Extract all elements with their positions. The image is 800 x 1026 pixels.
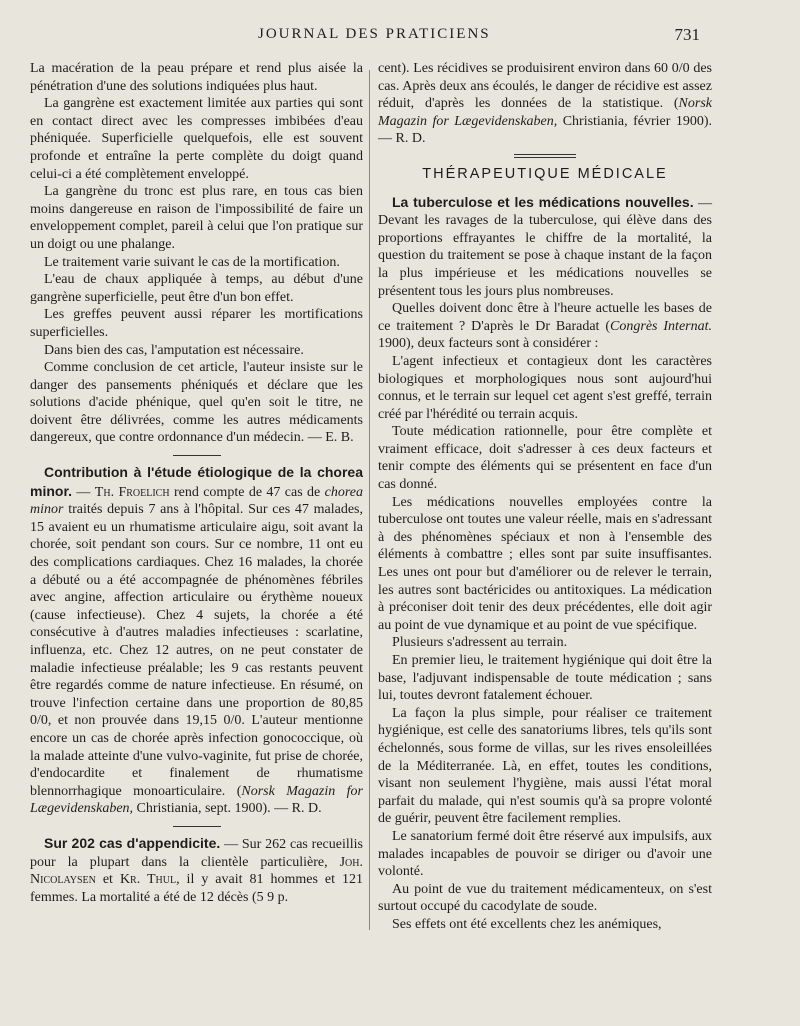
paragraph: Au point de vue du traitement médicamenteux, on s'est surtout occupé du cacodylate de soude. <box>378 881 712 915</box>
paragraph: Comme conclusion de cet article, l'auteur insiste sur le danger des pansements phéniqués et déclare que les solutions d'acide phénique, quel qu'en soit le titre, ne doivent être délivrées, comme les autres médicaments dangereux, que contre ordonnance d'un médecin. — E. B. <box>30 360 363 446</box>
article-text: Christiania, sept. 1900). — R. D. <box>133 801 322 817</box>
article-text: Christiania, février 1900). — R. D. <box>378 113 712 147</box>
page-number: 731 <box>674 25 700 44</box>
paragraph: Plusieurs s'adressent au terrain. <box>392 635 568 651</box>
continuation-paragraph <box>378 60 712 148</box>
article-text: rend compte de 47 cas de <box>169 484 325 500</box>
article-tuberculose <box>378 194 712 301</box>
article-text: — Sur 262 cas recueillis pour la plupart dans la clientèle particulière, <box>30 836 363 870</box>
left-column <box>30 60 363 1026</box>
paragraph: La gangrène du tronc est plus rare, en tous cas bien moins dangereuse en raison de l'impossibilité de faire un enveloppement complet, pareil à celui que l'on pratique sur un doigt ou une phalange. <box>30 184 363 252</box>
article-appendicite <box>30 835 363 906</box>
article-headline: Sur 202 cas d'appendicite. <box>44 834 221 851</box>
article-text: , il y avait 81 hommes et 121 femmes. La mortalité a été de 12 décès (5 9 p. <box>30 872 363 905</box>
paragraph: Le sanatorium fermé doit être réservé aux impulsifs, aux malades incapables de pouvoir se diriger ou d'avoir une volonté. <box>378 828 712 880</box>
column-divider <box>369 70 370 930</box>
paragraph: La macération de la peau prépare et rend plus aisée la pénétration d'une des solutions indiquées plus haut. <box>30 61 363 94</box>
article-headline: La tuberculose et les médications nouvelles. <box>392 193 694 210</box>
paragraph: La façon la plus simple, pour réaliser ce traitement hygiénique, est celle des sanatoriums libres, tels qu'ils sont échelonnés, sous forme de villas, sur les rives ensoleillées de la Méditerranée. Là, en effet, toutes les conditions, visant non seulement l'hygiène, mais aussi l'état moral parfait du malade, qui n'est soumis qu'à sa propre volonté de guérir, peuvent être facilement remplies. <box>378 705 712 827</box>
author-name: Th. Froelich <box>94 484 170 500</box>
paragraph: Ses effets ont été excellents chez les anémiques, <box>392 916 662 932</box>
running-head <box>0 26 800 48</box>
article-text: 1900), deux facteurs sont à considérer : <box>378 336 599 352</box>
source-title: Norsk Magazin for Lægevidenskaben, <box>378 96 712 129</box>
article-text: Quelles doivent donc être à l'heure actuelle les bases de ce traitement ? D'après le Dr Baradat ( <box>378 301 712 334</box>
author-name: Joh. Nicolaysen <box>30 854 363 888</box>
separator-rule <box>173 455 221 456</box>
paragraph: Toute médication rationnelle, pour être complète et vraiment efficace, doit s'adresser à ces deux facteurs et tenir compte des éléments qui se présentent en face d'un cas donné. <box>378 424 712 493</box>
right-column <box>378 60 712 1026</box>
paragraph: Dans bien des cas, l'amputation est nécessaire. <box>44 342 304 358</box>
paragraph: En premier lieu, le traitement hygiénique qui doit être la base, l'adjuvant indispensable de toute médication ; sans lui, toutes devront fatalement échouer. <box>378 653 712 704</box>
italic-term: chorea minor <box>30 484 364 518</box>
section-title: THÉRAPEUTIQUE MÉDICALE <box>422 165 668 182</box>
article-text: traités depuis 7 ans à l'hôpital. Sur ces 47 malades, 15 avaient eu un rhumatisme articulaire aigu, soit avant la chorée, soit pendant son cours. Sur ce nombre, 11 ont eu des complications cardiaques. Chez 16 malades, la chorée a débuté ou a été accompagnée de phénomènes fébriles avec angine, affection articulaire ou érythème noueux (cause infectieuse). Chez 4 sujets, la chorée a été consécutive à d'autres maladies infectieuses : scarlatine, influenza, etc. Chez 12 autres, on ne peut constater de maladie infectieuse préalable; les 9 cas restants peuvent être regardés comme de nature infectieuse. En résumé, on trouve l'infection certaine dans une proportion de 80,85 0/0, et non prouvée dans 19,15 0/0. L'auteur mentionne encore un cas de chorée après infection gonococcique, où la malade atteinte d'une vulvo-vaginite, fut prise de chorée, d'endocardite et finalement de rhumatisme blennorrhagique monoarticulaire. ( <box>30 502 363 799</box>
journal-title: JOURNAL DES PRATICIENS <box>258 26 491 42</box>
paragraph <box>378 300 712 353</box>
article-text: et <box>95 872 120 888</box>
author-name: Kr. Thul <box>119 872 177 888</box>
article-headline: Contribution à l'étude étiologique de la chorea minor. <box>30 464 363 499</box>
paragraph: La gangrène est exactement limitée aux parties qui sont en contact direct avec les compresses imbibées d'eau phéniquée. Superficielle quelquefois, elle est souvent profonde et entraîne la perte complète du doigt quand celui-ci a été complètement enveloppé. <box>30 96 363 182</box>
source-title: Congrès Internat. <box>610 318 712 334</box>
double-rule <box>514 154 576 158</box>
source-title: Norsk Magazin for Lægevidenskaben, <box>30 783 363 817</box>
article-text: — Devant les ravages de la tuberculose, qui élève dans des proportions effrayantes le chiffre de la mortalité, la question du traitement se pose à chaque instant de la façon la plus impérieuse et les médications nouvelles se présentent tous les jours plus nombreuses. <box>378 195 712 299</box>
paragraph: Les greffes peuvent aussi réparer les mortifications superficielles. <box>30 307 363 340</box>
paragraph: L'eau de chaux appliquée à temps, au début d'une gangrène superficielle, peut être d'un bon effet. <box>30 272 363 305</box>
article-text: — <box>72 484 95 500</box>
article-text: cent). Les récidives se produisirent environ dans 60 0/0 des cas. Après deux ans écoulés, le danger de récidive est assez réduit, d'après les données de la statistique. ( <box>378 61 712 112</box>
paragraph: Le traitement varie suivant le cas de la mortification. <box>44 254 340 270</box>
paragraph: L'agent infectieux et contagieux dont les caractères biologiques et morphologiques nous sont aujourd'hui connus, et le terrain sur lequel cet agent s'est greffé, terrain créé par l'hérédité ou terrain acquis. <box>378 353 712 422</box>
paragraph: Les médications nouvelles employées contre la tuberculose ont toutes une valeur réelle, mais en s'adressant à des phénomènes spéciaux et non à l'ensemble des éléments à combattre ; elles sont par suite insuffisantes. Les unes ont pour but d'améliorer ou de relever le terrain, les autres sont bactéricides ou antitoxiques. La médication à préconiser doit tenir des deux précédentes, elle doit agir au point de vue dynamique et au point de vue spécifique. <box>378 494 712 633</box>
article-chorea <box>30 464 363 818</box>
separator-rule <box>173 826 221 827</box>
